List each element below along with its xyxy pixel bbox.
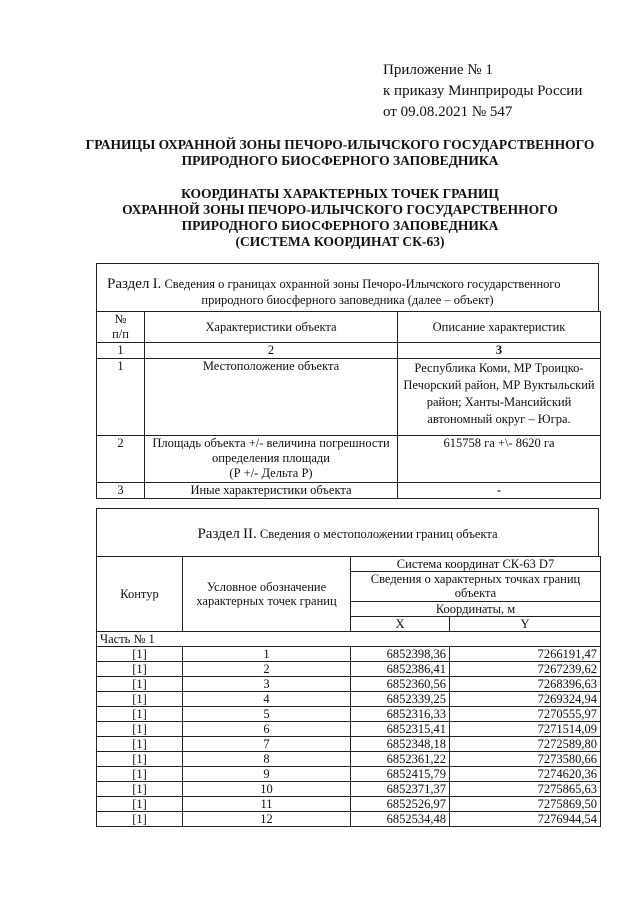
- cell-x: 6852316,33: [351, 707, 450, 722]
- cell-y: 7268396,63: [450, 677, 601, 692]
- cell-x: 6852315,41: [351, 722, 450, 737]
- table-row: [97, 752, 601, 767]
- cell-point: 8: [183, 752, 351, 767]
- table-row: [97, 722, 601, 737]
- cell-x: 6852415,79: [351, 767, 450, 782]
- part-label: Часть № 1: [97, 632, 183, 647]
- cell-contour: [1]: [97, 662, 183, 677]
- cell-point: 1: [183, 647, 351, 662]
- table-row: [97, 797, 601, 812]
- cell-contour: [1]: [97, 647, 183, 662]
- cell-x: 6852348,18: [351, 737, 450, 752]
- row-characteristic: Местоположение объекта: [145, 359, 398, 436]
- cell-x: 6852534,48: [351, 812, 450, 827]
- table-row: [97, 812, 601, 827]
- coordinates-table: [96, 556, 601, 827]
- section-2-number: II.: [243, 526, 257, 542]
- cell-contour: [1]: [97, 812, 183, 827]
- cell-contour: [1]: [97, 752, 183, 767]
- subtitle-line: ОХРАННОЙ ЗОНЫ ПЕЧОРО-ИЛЫЧСКОГО ГОСУДАРСТВЕННОГО: [122, 202, 558, 217]
- header-num: № п/п: [97, 312, 145, 343]
- cell-y: 7275869,50: [450, 797, 601, 812]
- header-y: Y: [450, 617, 601, 632]
- coords-body: [97, 647, 601, 827]
- index-cell: 2: [145, 343, 398, 359]
- section-2-text: Сведения о местоположении границ объекта: [259, 527, 498, 541]
- row-characteristic: Иные характеристики объекта: [145, 483, 398, 499]
- header-description: Описание характеристик: [398, 312, 601, 343]
- index-cell: 1: [97, 343, 145, 359]
- cell-x: 6852386,41: [351, 662, 450, 677]
- cell-y: 7274620,36: [450, 767, 601, 782]
- table-index-row: [97, 343, 601, 359]
- object-info-table: [96, 311, 601, 499]
- cell-x: 6852360,56: [351, 677, 450, 692]
- header-x: X: [351, 617, 450, 632]
- document-title: [60, 137, 620, 169]
- cell-contour: [1]: [97, 737, 183, 752]
- cell-contour: [1]: [97, 782, 183, 797]
- cell-point: 2: [183, 662, 351, 677]
- appendix-line-3: от 09.08.2021 № 547: [383, 104, 513, 120]
- cell-x: 6852371,37: [351, 782, 450, 797]
- row-description: 615758 га +\- 8620 га: [398, 436, 601, 483]
- row-number: 1: [97, 359, 145, 436]
- cell-point: 7: [183, 737, 351, 752]
- cell-y: 7266191,47: [450, 647, 601, 662]
- table-row: [97, 677, 601, 692]
- section-1-number: I.: [152, 276, 162, 292]
- header-symbol: Условное обозначение характерных точек границ: [183, 557, 351, 632]
- header-contour: Контур: [97, 557, 183, 632]
- cell-point: 12: [183, 812, 351, 827]
- table-row: [97, 782, 601, 797]
- coords-header-row: [97, 557, 601, 572]
- appendix-line-2: к приказу Минприроды России: [383, 83, 583, 99]
- appendix-note: [383, 60, 623, 123]
- table-row: [97, 647, 601, 662]
- table-row: [97, 692, 601, 707]
- document-subtitle: [60, 186, 620, 250]
- cell-y: 7271514,09: [450, 722, 601, 737]
- section-1-text-2: природного биосферного заповедника (далее – объект): [201, 293, 494, 307]
- cell-y: 7273580,66: [450, 752, 601, 767]
- header-characteristic: Характеристики объекта: [145, 312, 398, 343]
- header-info: Сведения о характерных точках границ объекта: [351, 572, 601, 602]
- cell-y: 7272589,80: [450, 737, 601, 752]
- cell-y: 7269324,94: [450, 692, 601, 707]
- cell-point: 5: [183, 707, 351, 722]
- cell-x: 6852526,97: [351, 797, 450, 812]
- cell-contour: [1]: [97, 722, 183, 737]
- cell-contour: [1]: [97, 692, 183, 707]
- cell-point: 6: [183, 722, 351, 737]
- cell-point: 9: [183, 767, 351, 782]
- cell-y: 7275865,63: [450, 782, 601, 797]
- table-header-row: [97, 312, 601, 343]
- cell-x: 6852361,22: [351, 752, 450, 767]
- subtitle-line: (СИСТЕМА КООРДИНАТ СК-63): [235, 234, 445, 249]
- cell-y: 7276944,54: [450, 812, 601, 827]
- appendix-line-1: Приложение № 1: [383, 62, 493, 78]
- cell-contour: [1]: [97, 707, 183, 722]
- cell-y: 7270555,97: [450, 707, 601, 722]
- section-2-heading: [96, 508, 599, 556]
- cell-y: 7267239,62: [450, 662, 601, 677]
- row-characteristic: Площадь объекта +/- величина погрешности определения площади (Р +/- Дельта Р): [145, 436, 398, 483]
- cell-x: 6852339,25: [351, 692, 450, 707]
- row-description: Республика Коми, МР Троицко-Печорский район, МР Вуктыльский район; Ханты-Мансийский автономный округ – Югра.: [398, 359, 601, 436]
- table-row: [97, 359, 601, 436]
- cell-contour: [1]: [97, 797, 183, 812]
- cell-x: 6852398,36: [351, 647, 450, 662]
- header-system: Система координат СК-63 D7: [351, 557, 601, 572]
- section-1-heading: [96, 263, 599, 311]
- table-row: [97, 483, 601, 499]
- section-1-text-1: Сведения о границах охранной зоны Печоро-Илычского государственного: [164, 277, 561, 291]
- section-2-label: Раздел: [197, 526, 240, 542]
- section-1-label: Раздел: [107, 276, 150, 292]
- row-description: -: [398, 483, 601, 499]
- title-line: ГРАНИЦЫ ОХРАННОЙ ЗОНЫ ПЕЧОРО-ИЛЫЧСКОГО ГОСУДАРСТВЕННОГО: [85, 137, 595, 152]
- row-number: 2: [97, 436, 145, 483]
- subtitle-line: ПРИРОДНОГО БИОСФЕРНОГО ЗАПОВЕДНИКА: [181, 218, 499, 233]
- cell-contour: [1]: [97, 677, 183, 692]
- cell-point: 4: [183, 692, 351, 707]
- header-coords: Координаты, м: [351, 602, 601, 617]
- subtitle-line: КООРДИНАТЫ ХАРАКТЕРНЫХ ТОЧЕК ГРАНИЦ: [181, 186, 499, 201]
- cell-point: 11: [183, 797, 351, 812]
- row-number: 3: [97, 483, 145, 499]
- table-row: [97, 767, 601, 782]
- title-line: ПРИРОДНОГО БИОСФЕРНОГО ЗАПОВЕДНИКА: [181, 153, 499, 168]
- table-row: [97, 436, 601, 483]
- index-cell: 3: [398, 343, 601, 359]
- cell-contour: [1]: [97, 767, 183, 782]
- part-row: [97, 632, 601, 647]
- table-row: [97, 737, 601, 752]
- table-row: [97, 662, 601, 677]
- cell-point: 10: [183, 782, 351, 797]
- table-row: [97, 707, 601, 722]
- cell-point: 3: [183, 677, 351, 692]
